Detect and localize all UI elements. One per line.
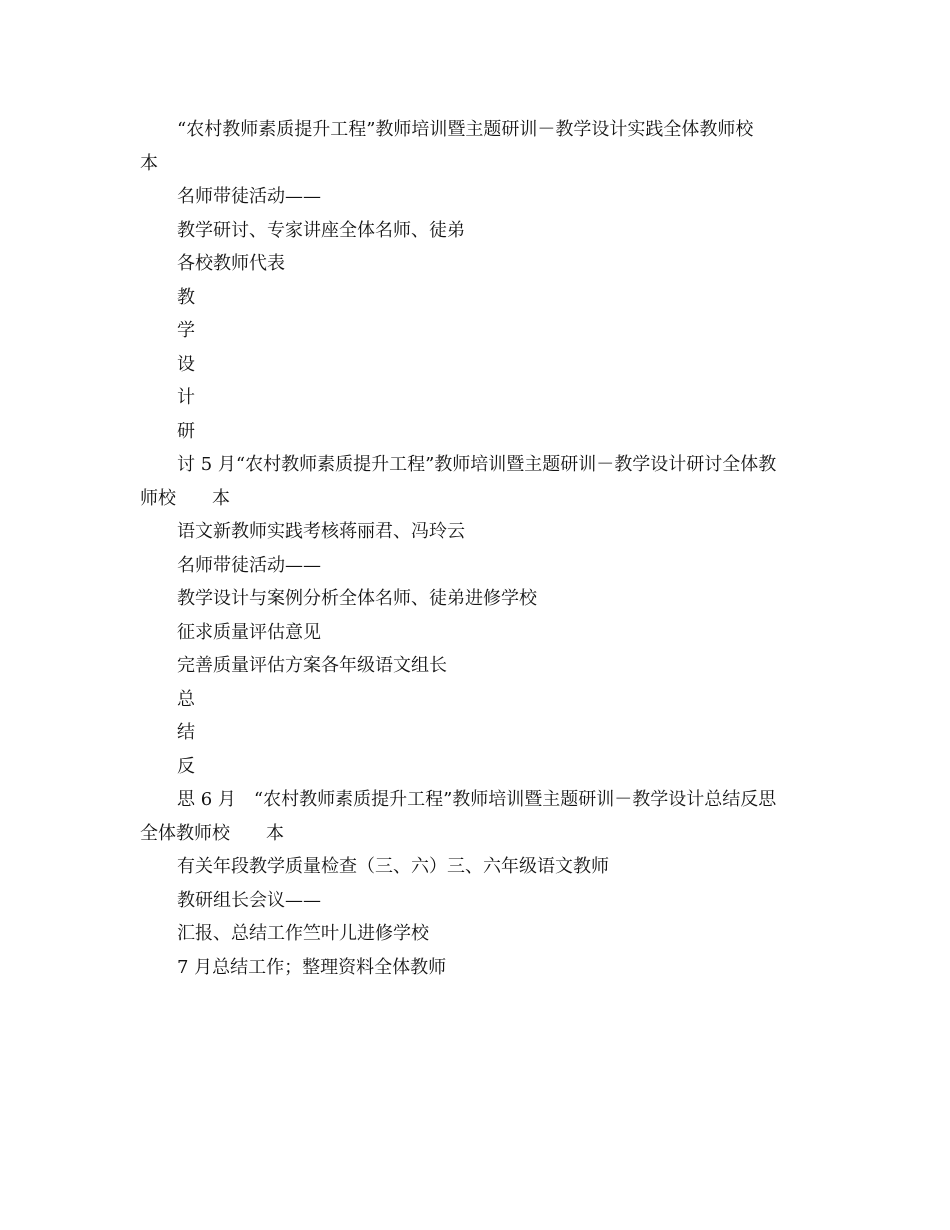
text-line: 名师带徒活动——	[177, 186, 321, 207]
text-line: 总	[177, 688, 195, 710]
text-line: 有关年段教学质量检查（三、六）三、六年级语文教师	[177, 856, 609, 877]
text-line: 反	[177, 755, 195, 777]
text-line: 学	[177, 320, 195, 341]
text-line: 教研组长会议——	[177, 889, 321, 911]
text-line: 教学设计与案例分析全体名师、徒弟进修学校	[177, 588, 537, 609]
text-line: “农村教师素质提升工程”教师培训暨主题研训－教学设计实践全体教师校	[177, 119, 754, 140]
text-line: 完善质量评估方案各年级语文组长	[177, 655, 447, 676]
text-line: 师校 本	[140, 487, 230, 509]
text-line: 讨 5 月“农村教师素质提升工程”教师培训暨主题研训－教学设计研讨全体教	[177, 454, 777, 475]
text-line: 各校教师代表	[177, 253, 285, 274]
text-line: 结	[177, 722, 195, 743]
text-line: 征求质量评估意见	[177, 621, 321, 643]
document-body	[140, 113, 830, 984]
text-line: 名师带徒活动——	[177, 554, 321, 576]
text-line: 教	[177, 286, 195, 308]
text-line: 本	[140, 152, 158, 174]
text-line: 语文新教师实践考核蒋丽君、冯玲云	[177, 521, 465, 542]
text-line: 设	[177, 353, 195, 375]
text-line: 全体教师校 本	[140, 822, 284, 844]
text-line: 计	[177, 387, 195, 408]
text-line: 7 月总结工作；整理资料全体教师	[177, 956, 447, 978]
text-line: 汇报、总结工作竺叶儿进修学校	[177, 923, 429, 944]
text-line: 研	[177, 420, 195, 442]
text-line: 教学研讨、专家讲座全体名师、徒弟	[177, 219, 465, 241]
text-line: 思 6 月 “农村教师素质提升工程”教师培训暨主题研训－教学设计总结反思	[177, 789, 777, 810]
